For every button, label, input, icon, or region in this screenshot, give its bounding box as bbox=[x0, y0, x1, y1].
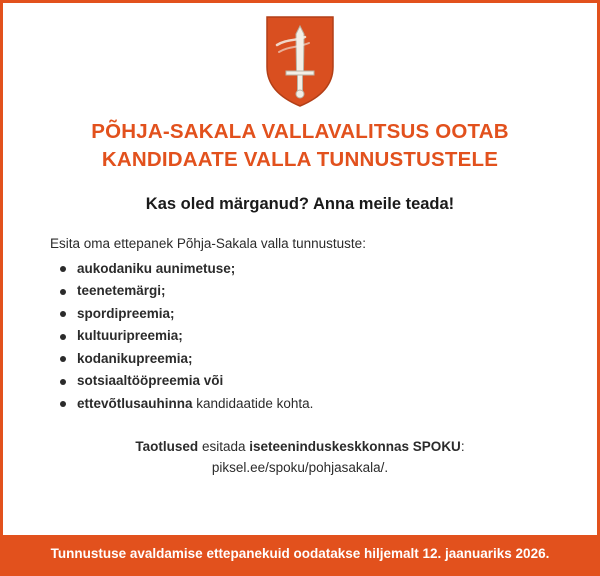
coat-of-arms-shield-with-sword-icon bbox=[265, 15, 335, 108]
intro-text: Esita oma ettepanek Põhja-Sakala valla tunnustuste: bbox=[50, 236, 366, 252]
headline-line-1: PÕHJA-SAKALA VALLAVALITSUS OOTAB bbox=[91, 120, 509, 143]
list-item bbox=[77, 280, 571, 303]
list-item bbox=[77, 370, 571, 393]
list-item-label: sotsiaaltööpreemia või bbox=[77, 373, 224, 389]
apply-service-name: iseteeninduskeskkonnas SPOKU bbox=[249, 438, 461, 454]
subheadline: Kas oled märganud? Anna meile teada! bbox=[145, 195, 455, 214]
list-item-label: kultuuripreemia; bbox=[77, 328, 183, 344]
poster-content bbox=[3, 3, 597, 535]
crest-container bbox=[29, 15, 571, 108]
deadline-banner: Tunnustuse avaldamise ettepanekuid oodatakse hiljemalt 12. jaanuariks 2026. bbox=[3, 535, 597, 573]
list-item-label: teenetemärgi; bbox=[77, 283, 166, 299]
list-item-label: spordipreemia; bbox=[77, 305, 175, 321]
apply-url[interactable]: piksel.ee/spoku/pohjasakala/. bbox=[211, 459, 389, 475]
apply-instructions bbox=[29, 437, 571, 479]
apply-lead: Taotlused bbox=[135, 438, 199, 454]
list-item-label: ettevõtlusauhinna bbox=[77, 395, 193, 411]
list-item bbox=[77, 347, 571, 370]
apply-tail: : bbox=[460, 438, 465, 454]
award-list bbox=[29, 257, 571, 415]
list-item bbox=[77, 325, 571, 348]
page-title bbox=[29, 118, 571, 173]
list-item-label: kodanikupreemia; bbox=[77, 350, 193, 366]
list-item bbox=[77, 257, 571, 280]
list-item bbox=[77, 392, 571, 415]
list-item bbox=[77, 302, 571, 325]
apply-middle: esitada bbox=[198, 438, 250, 454]
list-item-tail: kandidaatide kohta. bbox=[192, 395, 314, 411]
list-item-label: aukodaniku aunimetuse; bbox=[77, 260, 236, 276]
headline-line-2: KANDIDAATE VALLA TUNNUSTUSTELE bbox=[101, 147, 499, 171]
